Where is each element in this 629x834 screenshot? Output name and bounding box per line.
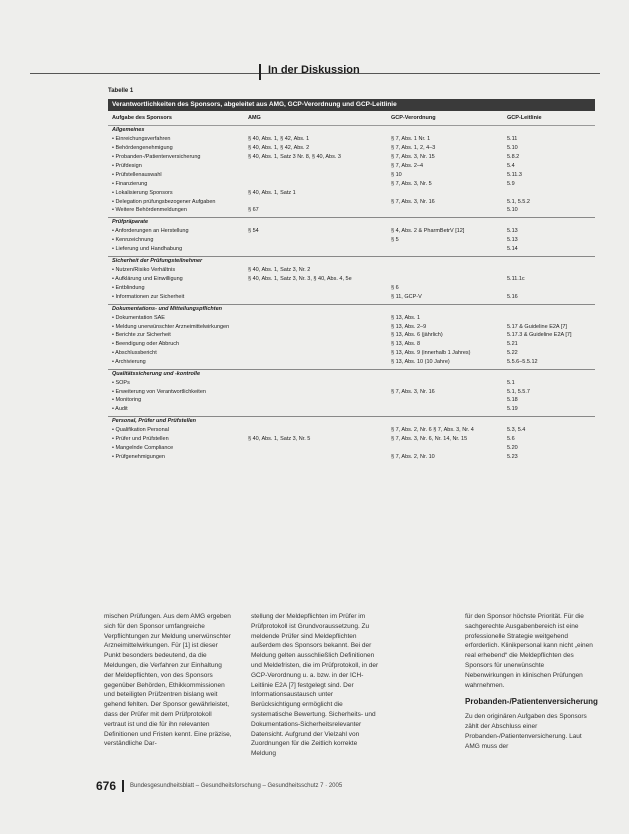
cell-amg: § 40, Abs. 1, § 42, Abs. 2 xyxy=(248,145,310,151)
cell-task: • Prüfdesign xyxy=(112,163,142,169)
cell-amg xyxy=(248,426,391,435)
cell-amg xyxy=(248,444,391,453)
cell-amg: § 40, Abs. 1, Satz 1 xyxy=(248,190,296,196)
journal-citation: Bundesgesundheitsblatt – Gesundheitsforschung – Gesundheitsschutz 7 · 2005 xyxy=(130,783,343,789)
cell-gcp-guideline xyxy=(507,266,595,275)
cell-task: • Behördengenehmigung xyxy=(112,145,173,151)
table-row xyxy=(108,275,595,284)
header-bar xyxy=(259,64,261,80)
cell-task: • Monitoring xyxy=(112,397,142,403)
cell-gcp-v: § 6 xyxy=(391,285,399,291)
cell-gcp-v: § 7, Abs. 3, Nr. 16 xyxy=(391,389,435,395)
cell-gcp-guideline xyxy=(507,189,595,198)
cell-gcp-guideline: 5.23 xyxy=(507,454,518,460)
cell-gcp-guideline: 5.11.3 xyxy=(507,172,522,178)
cell-gcp-v: § 7, Abs. 3, Nr. 15 xyxy=(391,154,435,160)
cell-gcp-v xyxy=(391,266,507,275)
cell-gcp-v xyxy=(391,444,507,453)
body-text: Zu den originären Aufgaben des Sponsors zählt der Abschluss einer Probanden-/Patientenversicherung. Laut AMG muss der xyxy=(465,713,587,750)
cell-amg xyxy=(248,245,391,254)
cell-gcp-v: § 13, Abs. 1 xyxy=(391,315,421,321)
cell-amg xyxy=(248,340,391,349)
cell-gcp-v xyxy=(391,245,507,254)
cell-gcp-guideline: 5.1, 5.5.7 xyxy=(507,389,530,395)
cell-amg xyxy=(248,236,391,245)
table-section-heading: Personal, Prüfer und Prüfstellen xyxy=(108,416,595,426)
body-column-3 xyxy=(465,612,598,751)
cell-amg xyxy=(248,349,391,358)
cell-gcp-guideline: 5.16 xyxy=(507,294,518,300)
cell-gcp-guideline: 5.11 xyxy=(507,136,518,142)
body-text: mischen Prüfungen. Aus dem AMG ergeben sich für den Sponsor umfangreiche Verpflichtungen zur Meldung unerwünschter Arzneimittelwirkungen. Für [1] ist dieser Punkt besonders bedeutend, da die Meldungen, die Verfahren zur Einhaltung der Meldepflichten, von des Sponsors gegenüber Behörden, Ethikkommissionen und beteiligten Prüfzentren bislang weit gehend fehlten. Der Sponsor gewährleistet, dass der Prüfer mit dem Prüfprotokoll vertraut ist und die für ihn relevanten Definitionen und Fristen kennt. Eine präzise, verständliche Dar- xyxy=(104,613,232,748)
page-number: 676 xyxy=(96,779,117,793)
responsibilities-table xyxy=(108,88,595,462)
cell-amg xyxy=(248,379,391,388)
cell-amg xyxy=(248,314,391,323)
cell-task: • Anforderungen an Herstellung xyxy=(112,228,189,234)
cell-task: • Delegation prüfungsbezogener Aufgaben xyxy=(112,199,216,205)
cell-gcp-guideline xyxy=(507,284,595,293)
cell-gcp-guideline: 5.5.6–5.5.12 xyxy=(507,359,538,365)
cell-amg xyxy=(248,284,391,293)
cell-amg: § 40, Abs. 1, Satz 3, Nr. 2 xyxy=(248,267,311,273)
cell-gcp-guideline: 5.1 xyxy=(507,380,515,386)
cell-task: • Dokumentation SAE xyxy=(112,315,165,321)
table-row xyxy=(108,314,595,323)
cell-amg xyxy=(248,198,391,206)
cell-task: • Prüfer und Prüfstellen xyxy=(112,436,169,442)
table-row xyxy=(108,323,595,331)
cell-gcp-guideline: 5.21 xyxy=(507,341,518,347)
cell-gcp-guideline: 5.19 xyxy=(507,406,518,412)
cell-amg xyxy=(248,396,391,405)
table-section-heading: Dokumentations- und Mitteilungspflichten xyxy=(108,304,595,314)
cell-task: • Aufklärung und Einwilligung xyxy=(112,276,183,282)
cell-gcp-guideline: 5.14 xyxy=(507,246,518,252)
table-section-heading: Qualitätssicherung und -kontrolle xyxy=(108,369,595,379)
cell-task: • Berichte zur Sicherheit xyxy=(112,332,171,338)
table-section-heading: Sicherheit der Prüfungsteilnehmer xyxy=(108,256,595,266)
subheading: Probanden-/Patientenversicherung xyxy=(465,697,598,707)
column-header-task: Aufgabe des Sponsors xyxy=(112,114,172,121)
cell-gcp-guideline: 5.1, 5.5.2 xyxy=(507,199,530,205)
cell-gcp-guideline: 5.17.3 & Guideline E2A [7] xyxy=(507,332,572,338)
cell-task: • Finanzierung xyxy=(112,181,148,187)
table-heading: Verantwortlichkeiten des Sponsors, abgeleitet aus AMG, GCP-Verordnung und GCP-Leitlinie xyxy=(108,99,595,111)
cell-task: • Einreichungsverfahren xyxy=(112,136,171,142)
table-row xyxy=(108,135,595,144)
table-row xyxy=(108,331,595,340)
table-row xyxy=(108,453,595,462)
table-row xyxy=(108,236,595,245)
table-row xyxy=(108,284,595,293)
cell-task: • Audit xyxy=(112,406,128,412)
table-column-headers xyxy=(108,111,595,126)
cell-task: • Qualifikation Personal xyxy=(112,427,169,433)
cell-gcp-guideline: 5.4 xyxy=(507,163,515,169)
cell-gcp-v: § 7, Abs. 2, Nr. 6 § 7, Abs. 3, Nr. 4 xyxy=(391,427,474,433)
table-label: Tabelle 1 xyxy=(108,88,134,94)
cell-gcp-guideline xyxy=(507,314,595,323)
cell-gcp-guideline: 5.3, 5.4 xyxy=(507,427,526,433)
cell-amg: § 40, Abs. 1, § 42, Abs. 1 xyxy=(248,136,310,142)
table-row xyxy=(108,396,595,405)
cell-gcp-v: § 7, Abs. 1 Nr. 1 xyxy=(391,136,431,142)
table-row xyxy=(108,340,595,349)
table-row xyxy=(108,153,595,162)
table-row xyxy=(108,435,595,444)
cell-task: • SOPs xyxy=(112,380,130,386)
cell-gcp-guideline: 5.22 xyxy=(507,350,518,356)
table-row xyxy=(108,388,595,396)
cell-task: • Entblindung xyxy=(112,285,145,291)
body-column-1 xyxy=(104,612,232,749)
cell-amg xyxy=(248,453,391,462)
cell-gcp-guideline: 5.13 xyxy=(507,228,518,234)
cell-gcp-v: § 13, Abs. 2–9 xyxy=(391,324,427,330)
section-title: In der Diskussion xyxy=(268,64,360,76)
cell-gcp-v: § 4, Abs. 2 & PharmBetrV [12] xyxy=(391,228,465,234)
cell-gcp-guideline: 5.11.1c xyxy=(507,276,525,282)
cell-task: • Kennzeichnung xyxy=(112,237,154,243)
cell-task: • Informationen zur Sicherheit xyxy=(112,294,185,300)
cell-gcp-v: § 7, Abs. 2–4 xyxy=(391,163,424,169)
table-row xyxy=(108,358,595,367)
cell-gcp-guideline: 5.10 xyxy=(507,207,518,213)
cell-task: • Weitere Behördenmeldungen xyxy=(112,207,187,213)
body-text: für den Sponsor höchste Priorität. Für die sachgerechte Ausgabenbereich ist eine professionelle Strategie weitgehend erforderlich. Klinikpersonal kann nicht „einen real erhebend“ die Meldepflichten des Sponsors für unerwünschte Nebenwirkungen in klinischen Prüfungen wahrnehmen. xyxy=(465,613,593,689)
table-row xyxy=(108,162,595,171)
cell-task: • Mangelnde Compliance xyxy=(112,445,174,451)
column-header-gcp-v: GCP-Verordnung xyxy=(391,114,436,121)
cell-gcp-guideline: 5.20 xyxy=(507,445,518,451)
cell-amg xyxy=(248,171,391,180)
cell-amg: § 40, Abs. 1, Satz 3, Nr. 3, § 40, Abs. 4, 5e xyxy=(248,276,352,282)
cell-task: • Nutzen/Risiko Verhältnis xyxy=(112,267,176,273)
cell-task: • Lokalisierung Sponsors xyxy=(112,190,173,196)
cell-gcp-v: § 7, Abs. 3, Nr. 5 xyxy=(391,181,432,187)
cell-gcp-v xyxy=(391,189,507,198)
cell-gcp-v: § 13, Abs. 9 (innerhalb 1 Jahres) xyxy=(391,350,471,356)
footer-bar xyxy=(122,780,124,792)
table-section-heading: Prüfpräparate xyxy=(108,217,595,227)
cell-gcp-v xyxy=(391,275,507,284)
cell-gcp-guideline: 5.8.2 xyxy=(507,154,520,160)
cell-amg: § 67 xyxy=(248,207,259,213)
cell-amg xyxy=(248,180,391,189)
cell-amg xyxy=(248,358,391,367)
table-row xyxy=(108,266,595,275)
cell-gcp-v: § 7, Abs. 2, Nr. 10 xyxy=(391,454,435,460)
table-row xyxy=(108,349,595,358)
cell-task: • Meldung unerwünschter Arzneimittelwirkungen xyxy=(112,324,230,330)
cell-amg xyxy=(248,331,391,340)
cell-gcp-v: § 5 xyxy=(391,237,399,243)
cell-gcp-v: § 7, Abs. 3, Nr. 16 xyxy=(391,199,435,205)
table-row xyxy=(108,206,595,215)
table-row xyxy=(108,293,595,302)
table-row xyxy=(108,198,595,206)
cell-gcp-v: § 13, Abs. 8 xyxy=(391,341,421,347)
cell-amg xyxy=(248,162,391,171)
cell-gcp-v xyxy=(391,396,507,405)
table-row xyxy=(108,245,595,254)
cell-task: • Beendigung oder Abbruch xyxy=(112,341,180,347)
cell-gcp-v: § 13, Abs. 10 (10 Jahre) xyxy=(391,359,450,365)
cell-gcp-v xyxy=(391,405,507,414)
cell-gcp-guideline: 5.18 xyxy=(507,397,518,403)
cell-task: • Probanden-/Patientenversicherung xyxy=(112,154,201,160)
table-row xyxy=(108,426,595,435)
cell-gcp-guideline: 5.6 xyxy=(507,436,515,442)
table-row xyxy=(108,171,595,180)
cell-task: • Erweiterung von Verantwortlichkeiten xyxy=(112,389,206,395)
cell-gcp-v: § 10 xyxy=(391,172,402,178)
table-row xyxy=(108,180,595,189)
table-row xyxy=(108,379,595,388)
cell-gcp-guideline: 5.10 xyxy=(507,145,518,151)
table-row xyxy=(108,227,595,236)
column-header-amg: AMG xyxy=(248,114,261,121)
cell-gcp-v: § 7, Abs. 3, Nr. 6, Nr. 14, Nr. 15 xyxy=(391,436,468,442)
column-header-gcp-guideline: GCP-Leitlinie xyxy=(507,114,542,121)
cell-gcp-v: § 7, Abs. 1, 2, 4–3 xyxy=(391,145,436,151)
cell-gcp-guideline: 5.9 xyxy=(507,181,515,187)
cell-amg xyxy=(248,323,391,331)
table-row xyxy=(108,144,595,153)
page-footer xyxy=(96,779,342,793)
table-row xyxy=(108,189,595,198)
cell-task: • Prüfgenehmigungen xyxy=(112,454,165,460)
cell-amg xyxy=(248,388,391,396)
cell-gcp-v xyxy=(391,379,507,388)
cell-task: • Prüfstellenauswahl xyxy=(112,172,162,178)
cell-amg xyxy=(248,405,391,414)
table-row xyxy=(108,405,595,414)
cell-task: • Abschlussbericht xyxy=(112,350,157,356)
cell-task: • Lieferung und Handhabung xyxy=(112,246,183,252)
table-body xyxy=(108,126,595,462)
cell-amg: § 40, Abs. 1, Satz 3 Nr. 8, § 40, Abs. 3 xyxy=(248,154,341,160)
body-column-2 xyxy=(251,612,379,759)
table-row xyxy=(108,444,595,453)
cell-amg xyxy=(248,293,391,302)
cell-gcp-v xyxy=(391,206,507,215)
cell-amg: § 54 xyxy=(248,228,259,234)
cell-task: • Archivierung xyxy=(112,359,146,365)
body-text: stellung der Meldepflichten im Prüfer im Prüfprotokoll ist Grundvoraussetzung. Zu meldende Prüfer sind Meldepflichten außerdem des Sponsors bekannt. Bei der Meldung gelten ausschließlich Definitionen und Meldefristen, die im Prüfprotokoll, in der GCP-Verordnung u. a. bzw. in der ICH-Leitlinie E2A [7] festgelegt sind. Der Informationsaustausch unter Berücksichtigung ermöglicht die systematische Bewertung. Sicherheits- und Dokumentations-Sicherheitsrelevanter Datensicht. Aufgrund der Vielzahl von Zuordnungen für die Zeitlich korrekte Meldung xyxy=(251,613,379,758)
cell-amg: § 40, Abs. 1, Satz 3, Nr. 5 xyxy=(248,436,311,442)
cell-gcp-v: § 13, Abs. 6 (jährlich) xyxy=(391,332,443,338)
cell-gcp-guideline: 5.13 xyxy=(507,237,518,243)
cell-gcp-guideline: 5.17 & Guideline E2A [7] xyxy=(507,324,567,330)
table-section-heading: Allgemeines xyxy=(112,127,145,133)
cell-gcp-v: § 11, GCP-V xyxy=(391,294,422,300)
